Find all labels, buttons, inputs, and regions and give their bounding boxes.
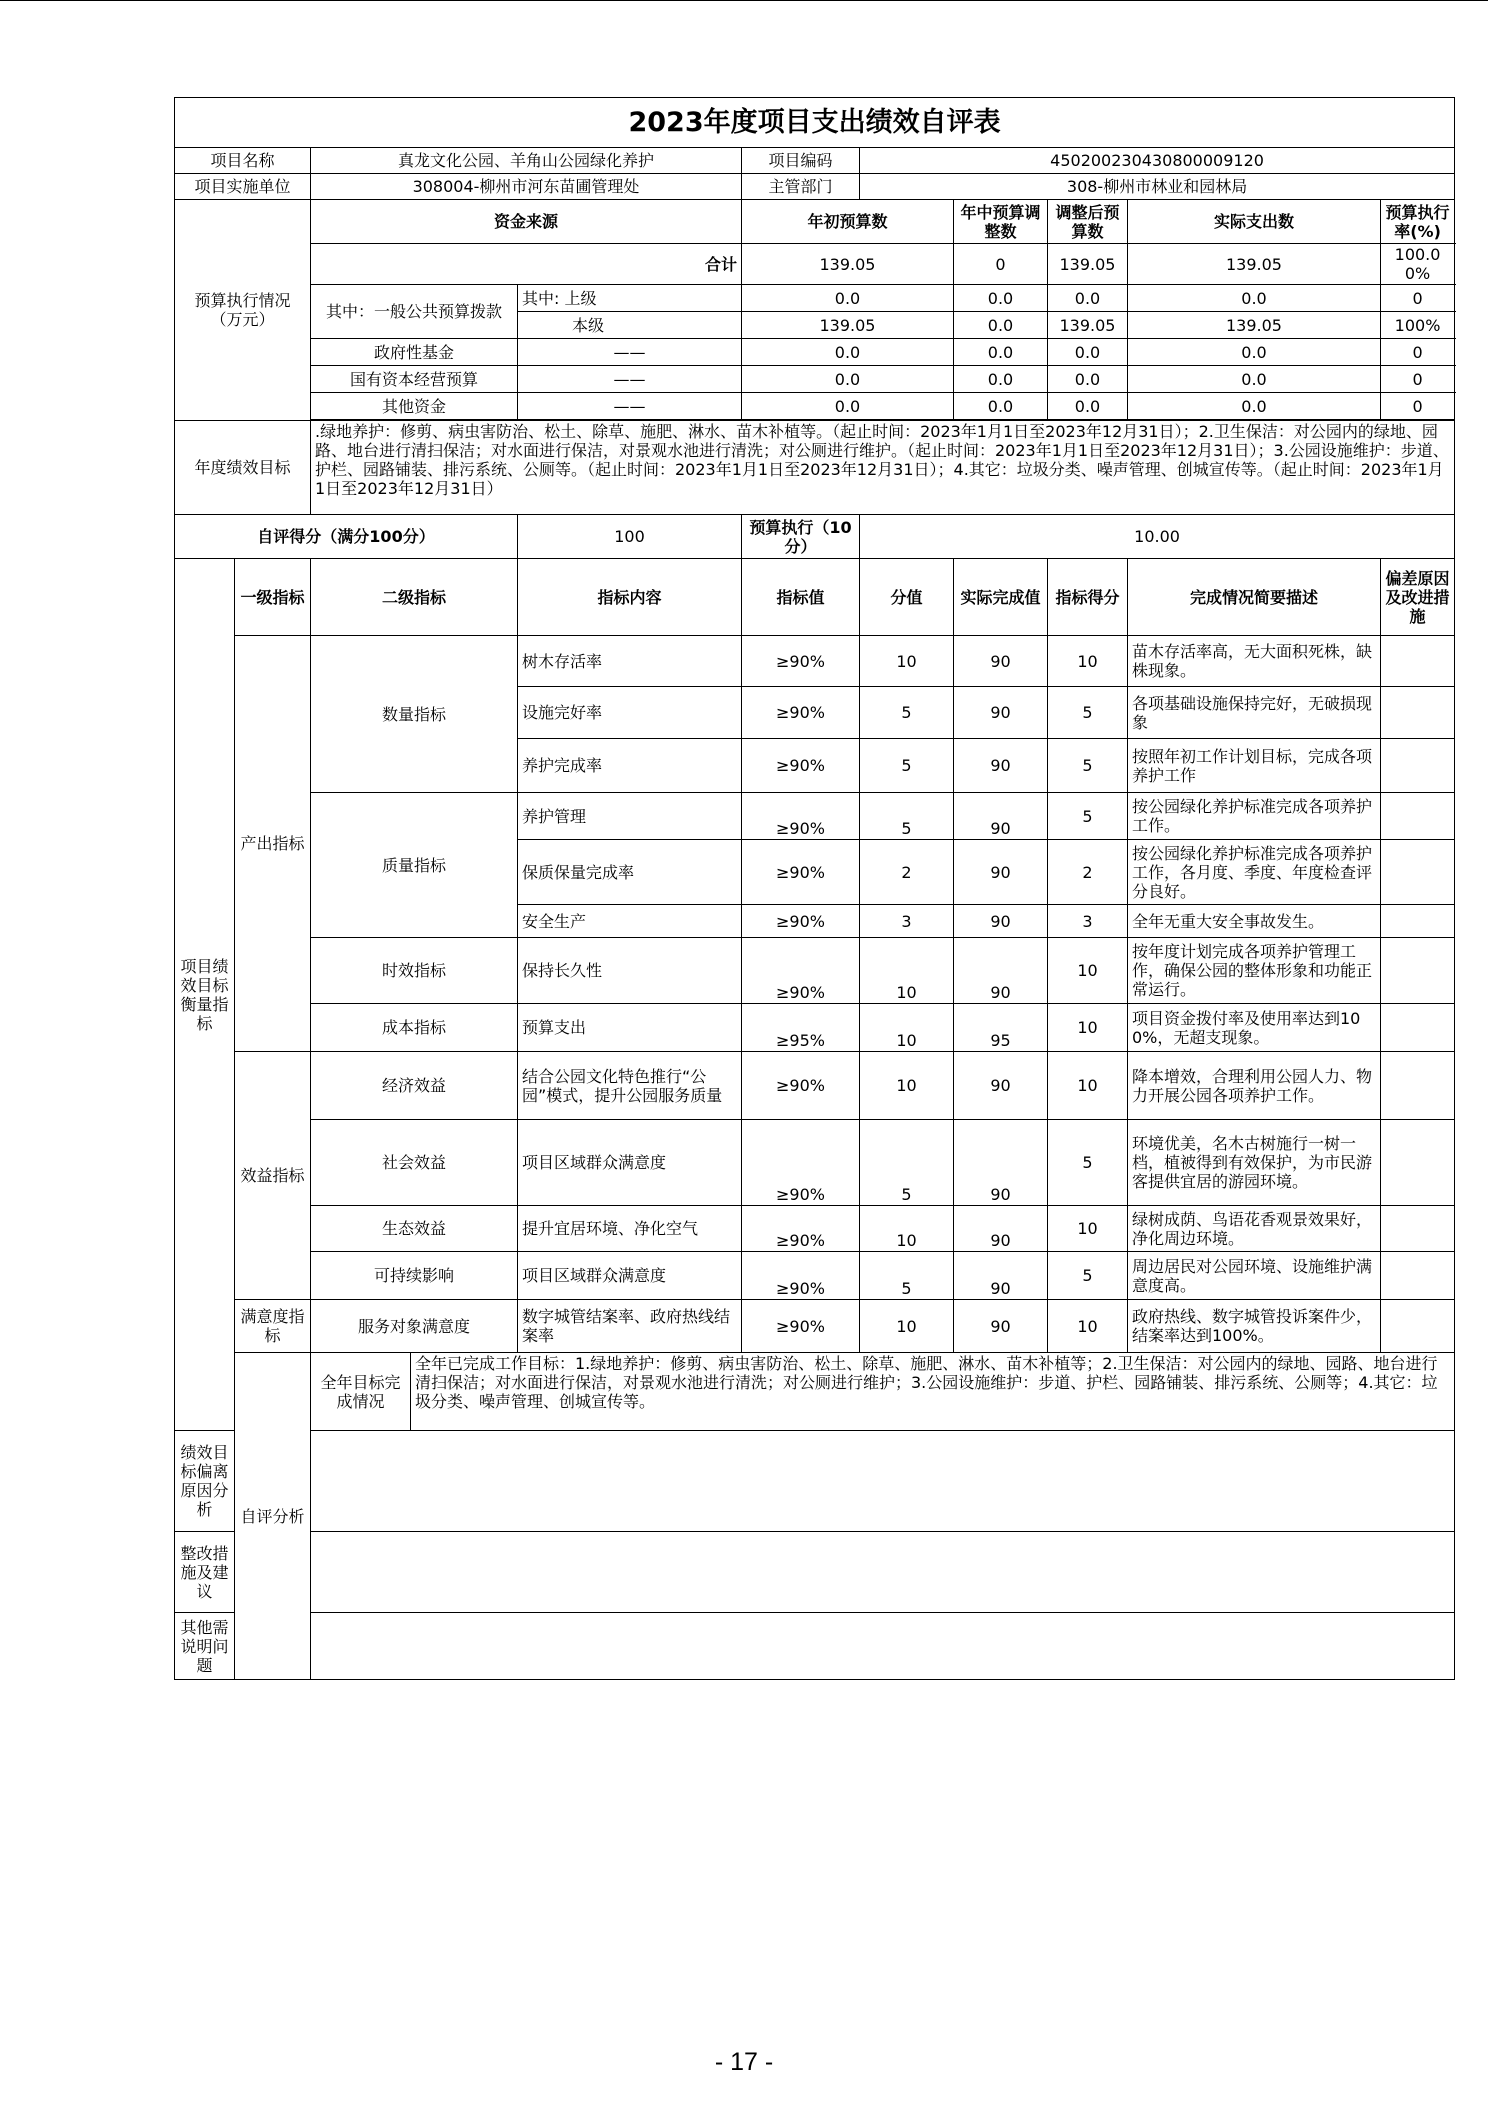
- indicator-score: 5: [1048, 793, 1128, 840]
- header-target: 指标值: [742, 559, 860, 636]
- department-label: 主管部门: [742, 174, 860, 200]
- indicator-points: 10: [860, 1004, 954, 1052]
- indicator-score: 5: [1048, 739, 1128, 793]
- indicator-score: 5: [1048, 1120, 1128, 1206]
- level2-social: 社会效益: [311, 1120, 518, 1206]
- level2-ecological: 生态效益: [311, 1206, 518, 1252]
- other-fund-adjust: 0.0: [954, 393, 1048, 420]
- indicator-target: ≥90%: [742, 636, 860, 687]
- header-content: 指标内容: [518, 559, 742, 636]
- indicator-score: 10: [1048, 1004, 1128, 1052]
- header-score: 指标得分: [1048, 559, 1128, 636]
- header-level2: 二级指标: [311, 559, 518, 636]
- indicator-target: ≥90%: [742, 938, 860, 1004]
- level2-quality: 质量指标: [311, 793, 518, 938]
- total-after: 139.05: [1048, 244, 1128, 285]
- gov-fund-label: 政府性基金: [311, 339, 518, 366]
- indicator-reason: [1381, 793, 1455, 840]
- indicator-desc: 按公园绿化养护标准完成各项养护工作，各月度、季度、年度检查评分良好。: [1128, 840, 1381, 905]
- annual-goal-text: .绿地养护：修剪、病虫害防治、松土、除草、施肥、淋水、苗木补植等。（起止时间：2023年1月1日至2023年12月31日）；2.卫生保洁：对公园内的绿地、园路、地台进行清扫保洁；对水面进行保洁，对景观水池进行清洗；对公厕进行维护。（起止时间：2023年1月1日至2023年12月31日）；3.公园设施维护：步道、护栏、园路铺装、排污系统、公厕等。（起止时间：2023年1月1日至2023年12月31日）；4.其它：垃圾分类、噪声管理、创城宣传等。（起止时间：2023年1月1日至2023年12月31日）: [311, 421, 1455, 515]
- state-capital-adjust: 0.0: [954, 366, 1048, 393]
- indicator-reason: [1381, 1252, 1455, 1300]
- level2-service-satisfaction: 服务对象满意度: [311, 1300, 518, 1353]
- analysis-section-label: 自评分析: [235, 1353, 311, 1680]
- indicator-content: 项目区域群众满意度: [518, 1252, 742, 1300]
- indicator-points: 10: [860, 636, 954, 687]
- indicator-target: ≥90%: [742, 739, 860, 793]
- indicator-actual: 90: [954, 739, 1048, 793]
- annual-goal-label: 年度绩效目标: [175, 421, 311, 515]
- indicator-score: 5: [1048, 1252, 1128, 1300]
- other-issues-label: 其他需说明问题: [175, 1613, 235, 1680]
- indicator-content: 数字城管结案率、政府热线结案率: [518, 1300, 742, 1353]
- header-initial-budget: 年初预算数: [742, 200, 954, 244]
- indicator-score: 10: [1048, 1206, 1128, 1252]
- indicator-content: 设施完好率: [518, 687, 742, 739]
- indicator-points: 10: [860, 1206, 954, 1252]
- indicator-score: 10: [1048, 1300, 1128, 1353]
- indicator-actual: 90: [954, 687, 1048, 739]
- indicator-desc: 政府热线、数字城管投诉案件少，结案率达到100%。: [1128, 1300, 1381, 1353]
- indicator-reason: [1381, 1206, 1455, 1252]
- state-capital-rate: 0: [1381, 366, 1455, 393]
- other-issues-text: [311, 1613, 1455, 1680]
- indicator-desc: 按照年初工作计划目标，完成各项养护工作: [1128, 739, 1381, 793]
- indicator-desc: 绿树成荫、鸟语花香观景效果好，净化周边环境。: [1128, 1206, 1381, 1252]
- page-top-border: [0, 0, 1488, 1]
- header-desc: 完成情况简要描述: [1128, 559, 1381, 636]
- indicator-target: ≥95%: [742, 1004, 860, 1052]
- other-fund-initial: 0.0: [742, 393, 954, 420]
- indicator-content: 树木存活率: [518, 636, 742, 687]
- department-value: 308-柳州市林业和园林局: [860, 174, 1455, 200]
- indicator-desc: 按年度计划完成各项养护管理工作，确保公园的整体形象和功能正常运行。: [1128, 938, 1381, 1004]
- total-actual: 139.05: [1128, 244, 1381, 285]
- deviation-analysis-label: 绩效目标偏离原因分析: [175, 1431, 235, 1532]
- indicator-score: 5: [1048, 687, 1128, 739]
- indicator-target: ≥90%: [742, 687, 860, 739]
- upper-after: 0.0: [1048, 285, 1128, 312]
- total-adjust: 0: [954, 244, 1048, 285]
- project-unit-value: 308004-柳州市河东苗圃管理处: [311, 174, 742, 200]
- level1-benefit: 效益指标: [235, 1052, 311, 1300]
- indicator-actual: 90: [954, 1206, 1048, 1252]
- indicator-reason: [1381, 1120, 1455, 1206]
- level2-economic: 经济效益: [311, 1052, 518, 1120]
- header-mid-adjust: 年中预算调整数: [954, 200, 1048, 244]
- indicator-points: 5: [860, 687, 954, 739]
- indicator-desc: 降本增效，合理利用公园人力、物力开展公园各项养护工作。: [1128, 1052, 1381, 1120]
- indicator-desc: 环境优美，名木古树施行一树一档，植被得到有效保护，为市民游客提供宜居的游园环境。: [1128, 1120, 1381, 1206]
- self-score-value: 100: [518, 515, 742, 559]
- upper-rate: 0: [1381, 285, 1455, 312]
- state-capital-dash: ——: [518, 366, 742, 393]
- state-capital-actual: 0.0: [1128, 366, 1381, 393]
- indicator-actual: 90: [954, 938, 1048, 1004]
- indicator-reason: [1381, 840, 1455, 905]
- header-actual-spend: 实际支出数: [1128, 200, 1381, 244]
- project-unit-label: 项目实施单位: [175, 174, 311, 200]
- indicator-target: ≥90%: [742, 1252, 860, 1300]
- total-initial: 139.05: [742, 244, 954, 285]
- local-label: 本级: [518, 312, 742, 339]
- indicator-reason: [1381, 1004, 1455, 1052]
- gov-fund-dash: ——: [518, 339, 742, 366]
- indicator-points: 5: [860, 1120, 954, 1206]
- indicator-target: ≥90%: [742, 1120, 860, 1206]
- indicator-reason: [1381, 636, 1455, 687]
- indicator-reason: [1381, 1052, 1455, 1120]
- indicator-desc: 各项基础设施保持完好，无破损现象: [1128, 687, 1381, 739]
- indicator-content: 预算支出: [518, 1004, 742, 1052]
- state-capital-after: 0.0: [1048, 366, 1128, 393]
- indicator-target: ≥90%: [742, 793, 860, 840]
- indicator-target: ≥90%: [742, 1206, 860, 1252]
- level1-satisfaction: 满意度指标: [235, 1300, 311, 1353]
- deviation-analysis-text: [311, 1431, 1455, 1532]
- project-name-value: 真龙文化公园、羊角山公园绿化养护: [311, 148, 742, 174]
- total-label: 合计: [311, 244, 742, 285]
- indicator-actual: 90: [954, 840, 1048, 905]
- self-score-label: 自评得分（满分100分）: [175, 515, 518, 559]
- state-capital-initial: 0.0: [742, 366, 954, 393]
- indicator-points: 3: [860, 905, 954, 938]
- header-exec-rate: 预算执行率(%): [1381, 200, 1455, 244]
- local-actual: 139.05: [1128, 312, 1381, 339]
- indicator-target: ≥90%: [742, 840, 860, 905]
- upper-adjust: 0.0: [954, 285, 1048, 312]
- indicator-score: 3: [1048, 905, 1128, 938]
- upper-initial: 0.0: [742, 285, 954, 312]
- indicator-reason: [1381, 938, 1455, 1004]
- indicator-content: 提升宜居环境、净化空气: [518, 1206, 742, 1252]
- indicator-target: ≥90%: [742, 1052, 860, 1120]
- indicator-actual: 95: [954, 1004, 1048, 1052]
- project-code-label: 项目编码: [742, 148, 860, 174]
- upper-label: 其中: 上级: [518, 285, 742, 312]
- indicator-score: 10: [1048, 636, 1128, 687]
- indicator-score: 2: [1048, 840, 1128, 905]
- gov-fund-actual: 0.0: [1128, 339, 1381, 366]
- indicator-actual: 90: [954, 636, 1048, 687]
- indicator-actual: 90: [954, 1252, 1048, 1300]
- level1-output: 产出指标: [235, 636, 311, 1052]
- state-capital-label: 国有资本经营预算: [311, 366, 518, 393]
- local-rate: 100%: [1381, 312, 1455, 339]
- other-fund-dash: ——: [518, 393, 742, 420]
- indicator-points: 5: [860, 739, 954, 793]
- gov-fund-after: 0.0: [1048, 339, 1128, 366]
- indicator-points: 5: [860, 793, 954, 840]
- indicator-points: 5: [860, 1252, 954, 1300]
- annual-completion-label: 全年目标完成情况: [311, 1353, 411, 1431]
- header-reason: 偏差原因及改进措施: [1381, 559, 1455, 636]
- indicator-actual: 90: [954, 905, 1048, 938]
- local-after: 139.05: [1048, 312, 1128, 339]
- local-initial: 139.05: [742, 312, 954, 339]
- indicator-content: 养护完成率: [518, 739, 742, 793]
- page-number: - 17 -: [714, 2048, 774, 2076]
- indicator-score: 10: [1048, 938, 1128, 1004]
- indicator-desc: 项目资金拨付率及使用率达到100%，无超支现象。: [1128, 1004, 1381, 1052]
- indicator-actual: 90: [954, 793, 1048, 840]
- level2-timeliness: 时效指标: [311, 938, 518, 1004]
- general-budget-label: 其中：一般公共预算拨款: [311, 285, 518, 339]
- project-code-value: 450200230430800009120: [860, 148, 1455, 174]
- indicator-desc: 周边居民对公园环境、设施维护满意度高。: [1128, 1252, 1381, 1300]
- indicator-content: 养护管理: [518, 793, 742, 840]
- total-rate: 100.00%: [1381, 244, 1455, 285]
- indicator-actual: 90: [954, 1120, 1048, 1206]
- indicator-actual: 90: [954, 1052, 1048, 1120]
- rectification-text: [311, 1532, 1455, 1613]
- indicator-content: 安全生产: [518, 905, 742, 938]
- header-fund-source: 资金来源: [311, 200, 742, 244]
- other-fund-actual: 0.0: [1128, 393, 1381, 420]
- indicator-points: 10: [860, 1052, 954, 1120]
- table-title: 2023年度项目支出绩效自评表: [175, 98, 1455, 148]
- local-adjust: 0.0: [954, 312, 1048, 339]
- budget-exec-score-label: 预算执行（10分）: [742, 515, 860, 559]
- indicator-content: 保质保量完成率: [518, 840, 742, 905]
- indicator-desc: 按公园绿化养护标准完成各项养护工作。: [1128, 793, 1381, 840]
- upper-actual: 0.0: [1128, 285, 1381, 312]
- indicator-target: ≥90%: [742, 1300, 860, 1353]
- indicator-reason: [1381, 905, 1455, 938]
- indicator-content: 结合公园文化特色推行“公园”模式，提升公园服务质量: [518, 1052, 742, 1120]
- indicator-reason: [1381, 1300, 1455, 1353]
- indicator-content: 项目区域群众满意度: [518, 1120, 742, 1206]
- budget-exec-score-value: 10.00: [860, 515, 1455, 559]
- annual-completion-text: 全年已完成工作目标：1.绿地养护：修剪、病虫害防治、松土、除草、施肥、淋水、苗木补植等；2.卫生保洁：对公园内的绿地、园路、地台进行清扫保洁；对水面进行保洁，对景观水池进行清洗；对公厕进行维护；3.公园设施维护：步道、护栏、园路铺装、排污系统、公厕等；4.其它：垃圾分类、噪声管理、创城宣传等。: [411, 1353, 1455, 1431]
- indicator-actual: 90: [954, 1300, 1048, 1353]
- header-actual: 实际完成值: [954, 559, 1048, 636]
- indicator-points: 10: [860, 1300, 954, 1353]
- performance-evaluation-table: [174, 97, 1455, 1680]
- indicator-content: 保持长久性: [518, 938, 742, 1004]
- other-fund-after: 0.0: [1048, 393, 1128, 420]
- level2-sustainable: 可持续影响: [311, 1252, 518, 1300]
- other-fund-label: 其他资金: [311, 393, 518, 420]
- gov-fund-rate: 0: [1381, 339, 1455, 366]
- project-name-label: 项目名称: [175, 148, 311, 174]
- indicator-target: ≥90%: [742, 905, 860, 938]
- other-fund-rate: 0: [1381, 393, 1455, 420]
- gov-fund-adjust: 0.0: [954, 339, 1048, 366]
- level2-cost: 成本指标: [311, 1004, 518, 1052]
- indicator-reason: [1381, 739, 1455, 793]
- header-level1: 一级指标: [235, 559, 311, 636]
- indicator-points: 2: [860, 840, 954, 905]
- budget-section-label: 预算执行情况（万元）: [175, 200, 311, 421]
- header-points: 分值: [860, 559, 954, 636]
- indicator-desc: 全年无重大安全事故发生。: [1128, 905, 1381, 938]
- indicator-points: 10: [860, 938, 954, 1004]
- rectification-label: 整改措施及建议: [175, 1532, 235, 1613]
- indicator-desc: 苗木存活率高，无大面积死株，缺株现象。: [1128, 636, 1381, 687]
- indicator-reason: [1381, 687, 1455, 739]
- indicator-section-label: 项目绩效目标衡量指标: [175, 559, 235, 1431]
- gov-fund-initial: 0.0: [742, 339, 954, 366]
- level2-quantity: 数量指标: [311, 636, 518, 793]
- indicator-score: 10: [1048, 1052, 1128, 1120]
- header-adjusted-budget: 调整后预算数: [1048, 200, 1128, 244]
